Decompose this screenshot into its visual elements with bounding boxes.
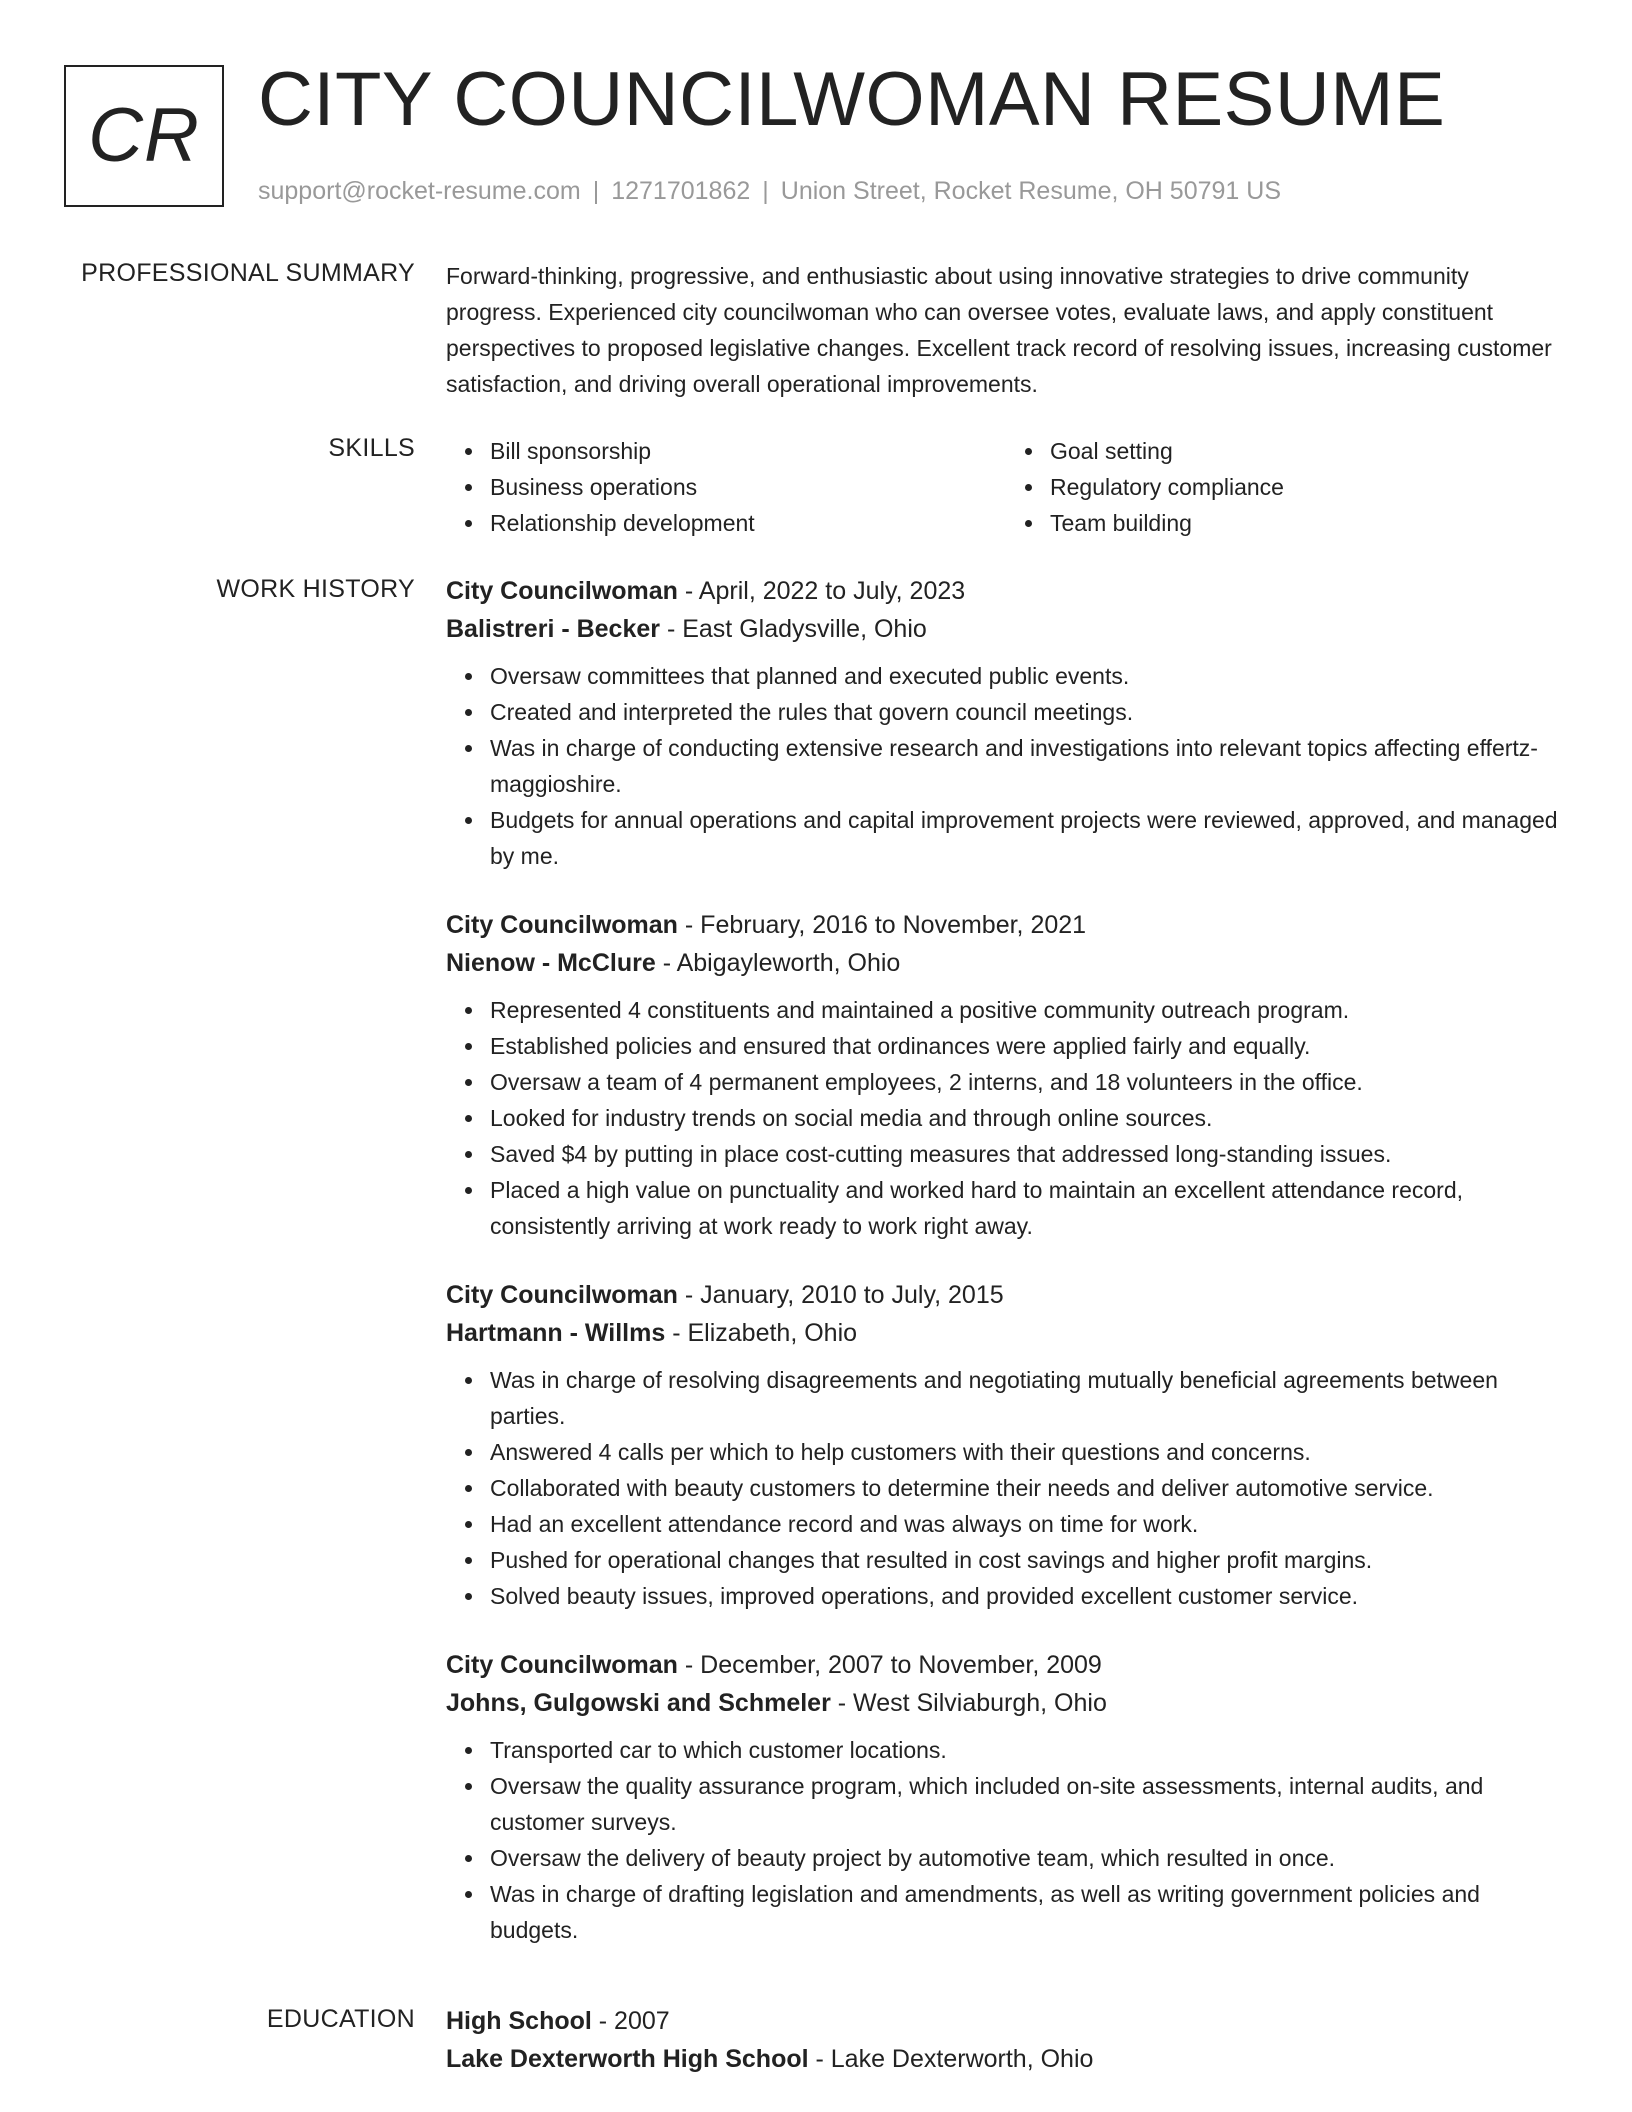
- job-entry: [446, 906, 1566, 1244]
- job-bullet: Was in charge of drafting legislation and amendments, as well as writing government policies and budgets.: [490, 1876, 1566, 1948]
- job-bullet: Collaborated with beauty customers to determine their needs and deliver automotive service.: [490, 1470, 1566, 1506]
- contact-address: Union Street, Rocket Resume, OH 50791 US: [780, 177, 1281, 205]
- job-bullet: Answered 4 calls per which to help customers with their questions and concerns.: [490, 1434, 1566, 1470]
- job-title: City Councilwoman: [446, 1651, 678, 1679]
- job-entry: [446, 572, 1566, 874]
- job-entry: [446, 1276, 1566, 1614]
- job-location: - East Gladysville, Ohio: [660, 615, 927, 643]
- skill-item: Business operations: [490, 469, 1006, 505]
- monogram-box: [64, 65, 224, 207]
- job-title-line: [446, 1646, 1566, 1684]
- education-location: - Lake Dexterworth, Ohio: [808, 2045, 1094, 2073]
- job-company: Nienow - McClure: [446, 949, 656, 977]
- job-bullet: Oversaw the delivery of beauty project by automotive team, which resulted in once.: [490, 1840, 1566, 1876]
- job-company: Balistreri - Becker: [446, 615, 661, 643]
- contact-separator: |: [592, 177, 600, 205]
- job-bullet: Budgets for annual operations and capital improvement projects were reviewed, approved, and managed by me.: [490, 802, 1566, 874]
- work-history-label: WORK HISTORY: [216, 575, 415, 603]
- job-bullet: Was in charge of resolving disagreements and negotiating mutually beneficial agreements between parties.: [490, 1362, 1566, 1434]
- job-title-line: [446, 572, 1566, 610]
- job-bullet: Placed a high value on punctuality and worked hard to maintain an excellent attendance record, consistently arriving at work ready to work right away.: [490, 1172, 1566, 1244]
- job-bullet: Oversaw a team of 4 permanent employees, 2 interns, and 18 volunteers in the office.: [490, 1064, 1566, 1100]
- job-company-line: [446, 1684, 1566, 1722]
- education-degree-line: [446, 2002, 1566, 2040]
- job-bullets: [446, 1362, 1566, 1614]
- job-dates: - December, 2007 to November, 2009: [677, 1651, 1102, 1679]
- job-dates: - February, 2016 to November, 2021: [677, 911, 1087, 939]
- job-bullet: Looked for industry trends on social media and through online sources.: [490, 1100, 1566, 1136]
- skill-item: Bill sponsorship: [490, 433, 1006, 469]
- contact-separator: |: [762, 177, 769, 205]
- skill-item: Team building: [1050, 505, 1566, 541]
- job-company-line: [446, 944, 1566, 982]
- skill-item: Goal setting: [1050, 433, 1566, 469]
- job-bullet: Established policies and ensured that ordinances were applied fairly and equally.: [490, 1028, 1566, 1064]
- summary-body: [446, 258, 1566, 402]
- job-company-line: [446, 1314, 1566, 1352]
- education-school: Lake Dexterworth High School: [446, 2045, 809, 2073]
- job-company: Hartmann - Willms: [446, 1319, 666, 1347]
- contact-line: [258, 176, 1281, 206]
- summary-label: PROFESSIONAL SUMMARY: [81, 259, 415, 287]
- job-bullet: Was in charge of conducting extensive research and investigations into relevant topics affecting effertz-maggioshire.: [490, 730, 1566, 802]
- skill-item: Regulatory compliance: [1050, 469, 1566, 505]
- monogram-initials: CR: [88, 93, 200, 178]
- job-bullet: Created and interpreted the rules that govern council meetings.: [490, 694, 1566, 730]
- skills-body: [446, 433, 1566, 541]
- skills-column-right: [1006, 433, 1566, 541]
- education-label: EDUCATION: [266, 2005, 415, 2033]
- job-bullet: Saved $4 by putting in place cost-cutting measures that addressed long-standing issues.: [490, 1136, 1566, 1172]
- job-bullet: Pushed for operational changes that resulted in cost savings and higher profit margins.: [490, 1542, 1566, 1578]
- skills-label: SKILLS: [328, 434, 415, 462]
- education-degree: High School: [446, 2007, 592, 2035]
- resume-title: CITY COUNCILWOMAN RESUME: [258, 57, 1446, 142]
- job-dates: - January, 2010 to July, 2015: [677, 1281, 1004, 1309]
- contact-phone: 1271701862: [611, 177, 751, 205]
- job-title-line: [446, 906, 1566, 944]
- job-bullets: [446, 1732, 1566, 1948]
- job-company: Johns, Gulgowski and Schmeler: [446, 1689, 831, 1717]
- skills-columns: [446, 433, 1566, 541]
- job-location: - West Silviaburgh, Ohio: [830, 1689, 1107, 1717]
- job-location: - Abigayleworth, Ohio: [655, 949, 901, 977]
- job-bullet: Transported car to which customer locations.: [490, 1732, 1566, 1768]
- skills-column-left: [446, 433, 1006, 541]
- job-title: City Councilwoman: [446, 577, 678, 605]
- summary-text: Forward-thinking, progressive, and enthusiastic about using innovative strategies to drive community progress. Experienced city councilwoman who can oversee votes, evaluate laws, and apply constituent perspectives to proposed legislative changes. Excellent track record of resolving issues, increasing customer satisfaction, and driving overall operational improvements.: [446, 263, 1552, 397]
- job-title-line: [446, 1276, 1566, 1314]
- job-bullet: Represented 4 constituents and maintained a positive community outreach program.: [490, 992, 1566, 1028]
- job-bullet: Had an excellent attendance record and was always on time for work.: [490, 1506, 1566, 1542]
- job-company-line: [446, 610, 1566, 648]
- job-entry: [446, 1646, 1566, 1948]
- job-bullets: [446, 992, 1566, 1244]
- education-body: [446, 2002, 1566, 2078]
- job-location: - Elizabeth, Ohio: [665, 1319, 858, 1347]
- job-dates: - April, 2022 to July, 2023: [677, 577, 966, 605]
- work-history-body: [446, 572, 1566, 1980]
- job-bullet: Oversaw the quality assurance program, which included on-site assessments, internal audits, and customer surveys.: [490, 1768, 1566, 1840]
- skill-item: Relationship development: [490, 505, 1006, 541]
- job-bullet: Solved beauty issues, improved operations, and provided excellent customer service.: [490, 1578, 1566, 1614]
- contact-email: support@rocket-resume.com: [258, 177, 581, 205]
- education-year: - 2007: [591, 2007, 670, 2035]
- job-title: City Councilwoman: [446, 1281, 678, 1309]
- education-school-line: [446, 2040, 1566, 2078]
- job-title: City Councilwoman: [446, 911, 678, 939]
- job-bullets: [446, 658, 1566, 874]
- job-bullet: Oversaw committees that planned and executed public events.: [490, 658, 1566, 694]
